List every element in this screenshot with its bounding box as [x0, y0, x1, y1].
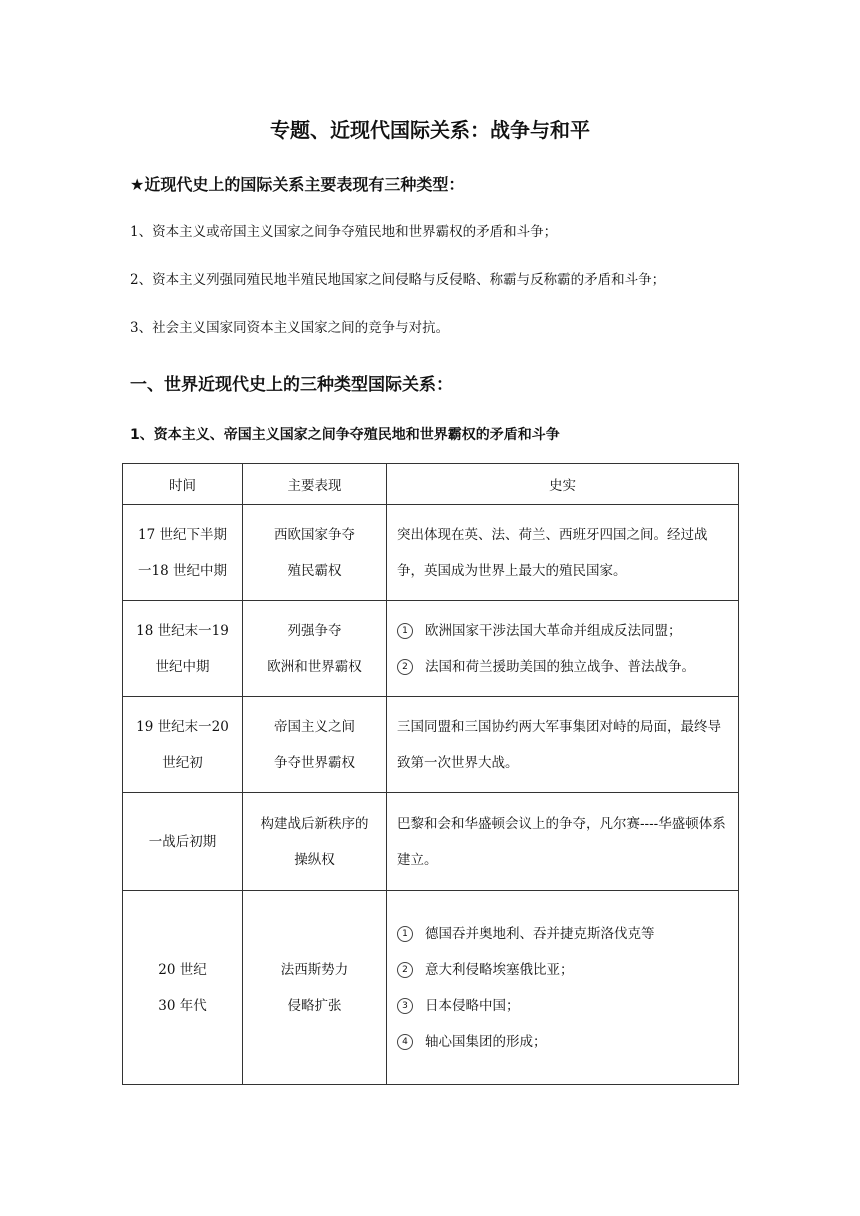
time-cell: 20 世纪 30 年代	[123, 891, 243, 1085]
circled-number-icon: 4	[397, 1034, 413, 1050]
circled-number-icon: 1	[397, 623, 413, 639]
list-item: 2 法国和荷兰援助美国的独立战争、普法战争。	[397, 649, 730, 685]
time-cell: 一战后初期	[123, 793, 243, 891]
expression-cell: 列强争夺 欧洲和世界霸权	[243, 601, 387, 697]
type-point-1: 1、资本主义或帝国主义国家之间争夺殖民地和世界霸权的矛盾和斗争；	[130, 224, 558, 240]
table-row	[123, 891, 739, 1085]
intro-heading: ★近现代史上的国际关系主要表现有三种类型：	[130, 175, 465, 194]
page-title: 专题、近现代国际关系：战争与和平	[270, 118, 590, 142]
table-row	[123, 505, 739, 601]
header-facts: 史实	[387, 464, 739, 505]
expression-cell: 构建战后新秩序的 操纵权	[243, 793, 387, 891]
list-item: 4 轴心国集团的形成；	[397, 1024, 730, 1060]
sub-heading: 1、资本主义、帝国主义国家之间争夺殖民地和世界霸权的矛盾和斗争	[130, 427, 560, 443]
list-item: 2 意大利侵略埃塞俄比亚；	[397, 952, 730, 988]
list-item: 1 欧洲国家干涉法国大革命并组成反法同盟；	[397, 613, 730, 649]
time-cell: 17 世纪下半期 一18 世纪中期	[123, 505, 243, 601]
facts-cell	[387, 601, 739, 697]
facts-cell: 突出体现在英、法、荷兰、西班牙四国之间。经过战争，英国成为世界上最大的殖民国家。	[387, 505, 739, 601]
table-header-row	[123, 464, 739, 505]
time-cell: 18 世纪末一19 世纪中期	[123, 601, 243, 697]
facts-cell: 三国同盟和三国协约两大军事集团对峙的局面，最终导致第一次世界大战。	[387, 697, 739, 793]
header-time: 时间	[123, 464, 243, 505]
expression-cell: 法西斯势力 侵略扩张	[243, 891, 387, 1085]
circled-number-icon: 2	[397, 962, 413, 978]
type-point-2: 2、资本主义列强同殖民地半殖民地国家之间侵略与反侵略、称霸与反称霸的矛盾和斗争；	[130, 272, 666, 288]
table-row	[123, 697, 739, 793]
expression-cell: 西欧国家争夺 殖民霸权	[243, 505, 387, 601]
table-row	[123, 601, 739, 697]
facts-cell	[387, 891, 739, 1085]
circled-number-icon: 2	[397, 659, 413, 675]
section-heading: 一、世界近现代史上的三种类型国际关系：	[130, 375, 453, 395]
history-table	[122, 463, 739, 1085]
header-expression: 主要表现	[243, 464, 387, 505]
expression-cell: 帝国主义之间 争夺世界霸权	[243, 697, 387, 793]
time-cell: 19 世纪末一20 世纪初	[123, 697, 243, 793]
circled-number-icon: 3	[397, 998, 413, 1014]
list-item: 1 德国吞并奥地利、吞并捷克斯洛伐克等	[397, 916, 730, 952]
facts-cell: 巴黎和会和华盛顿会议上的争夺，凡尔赛----华盛顿体系建立。	[387, 793, 739, 891]
circled-number-icon: 1	[397, 926, 413, 942]
table-row	[123, 793, 739, 891]
list-item: 3 日本侵略中国；	[397, 988, 730, 1024]
type-point-3: 3、社会主义国家同资本主义国家之间的竞争与对抗。	[130, 320, 450, 336]
